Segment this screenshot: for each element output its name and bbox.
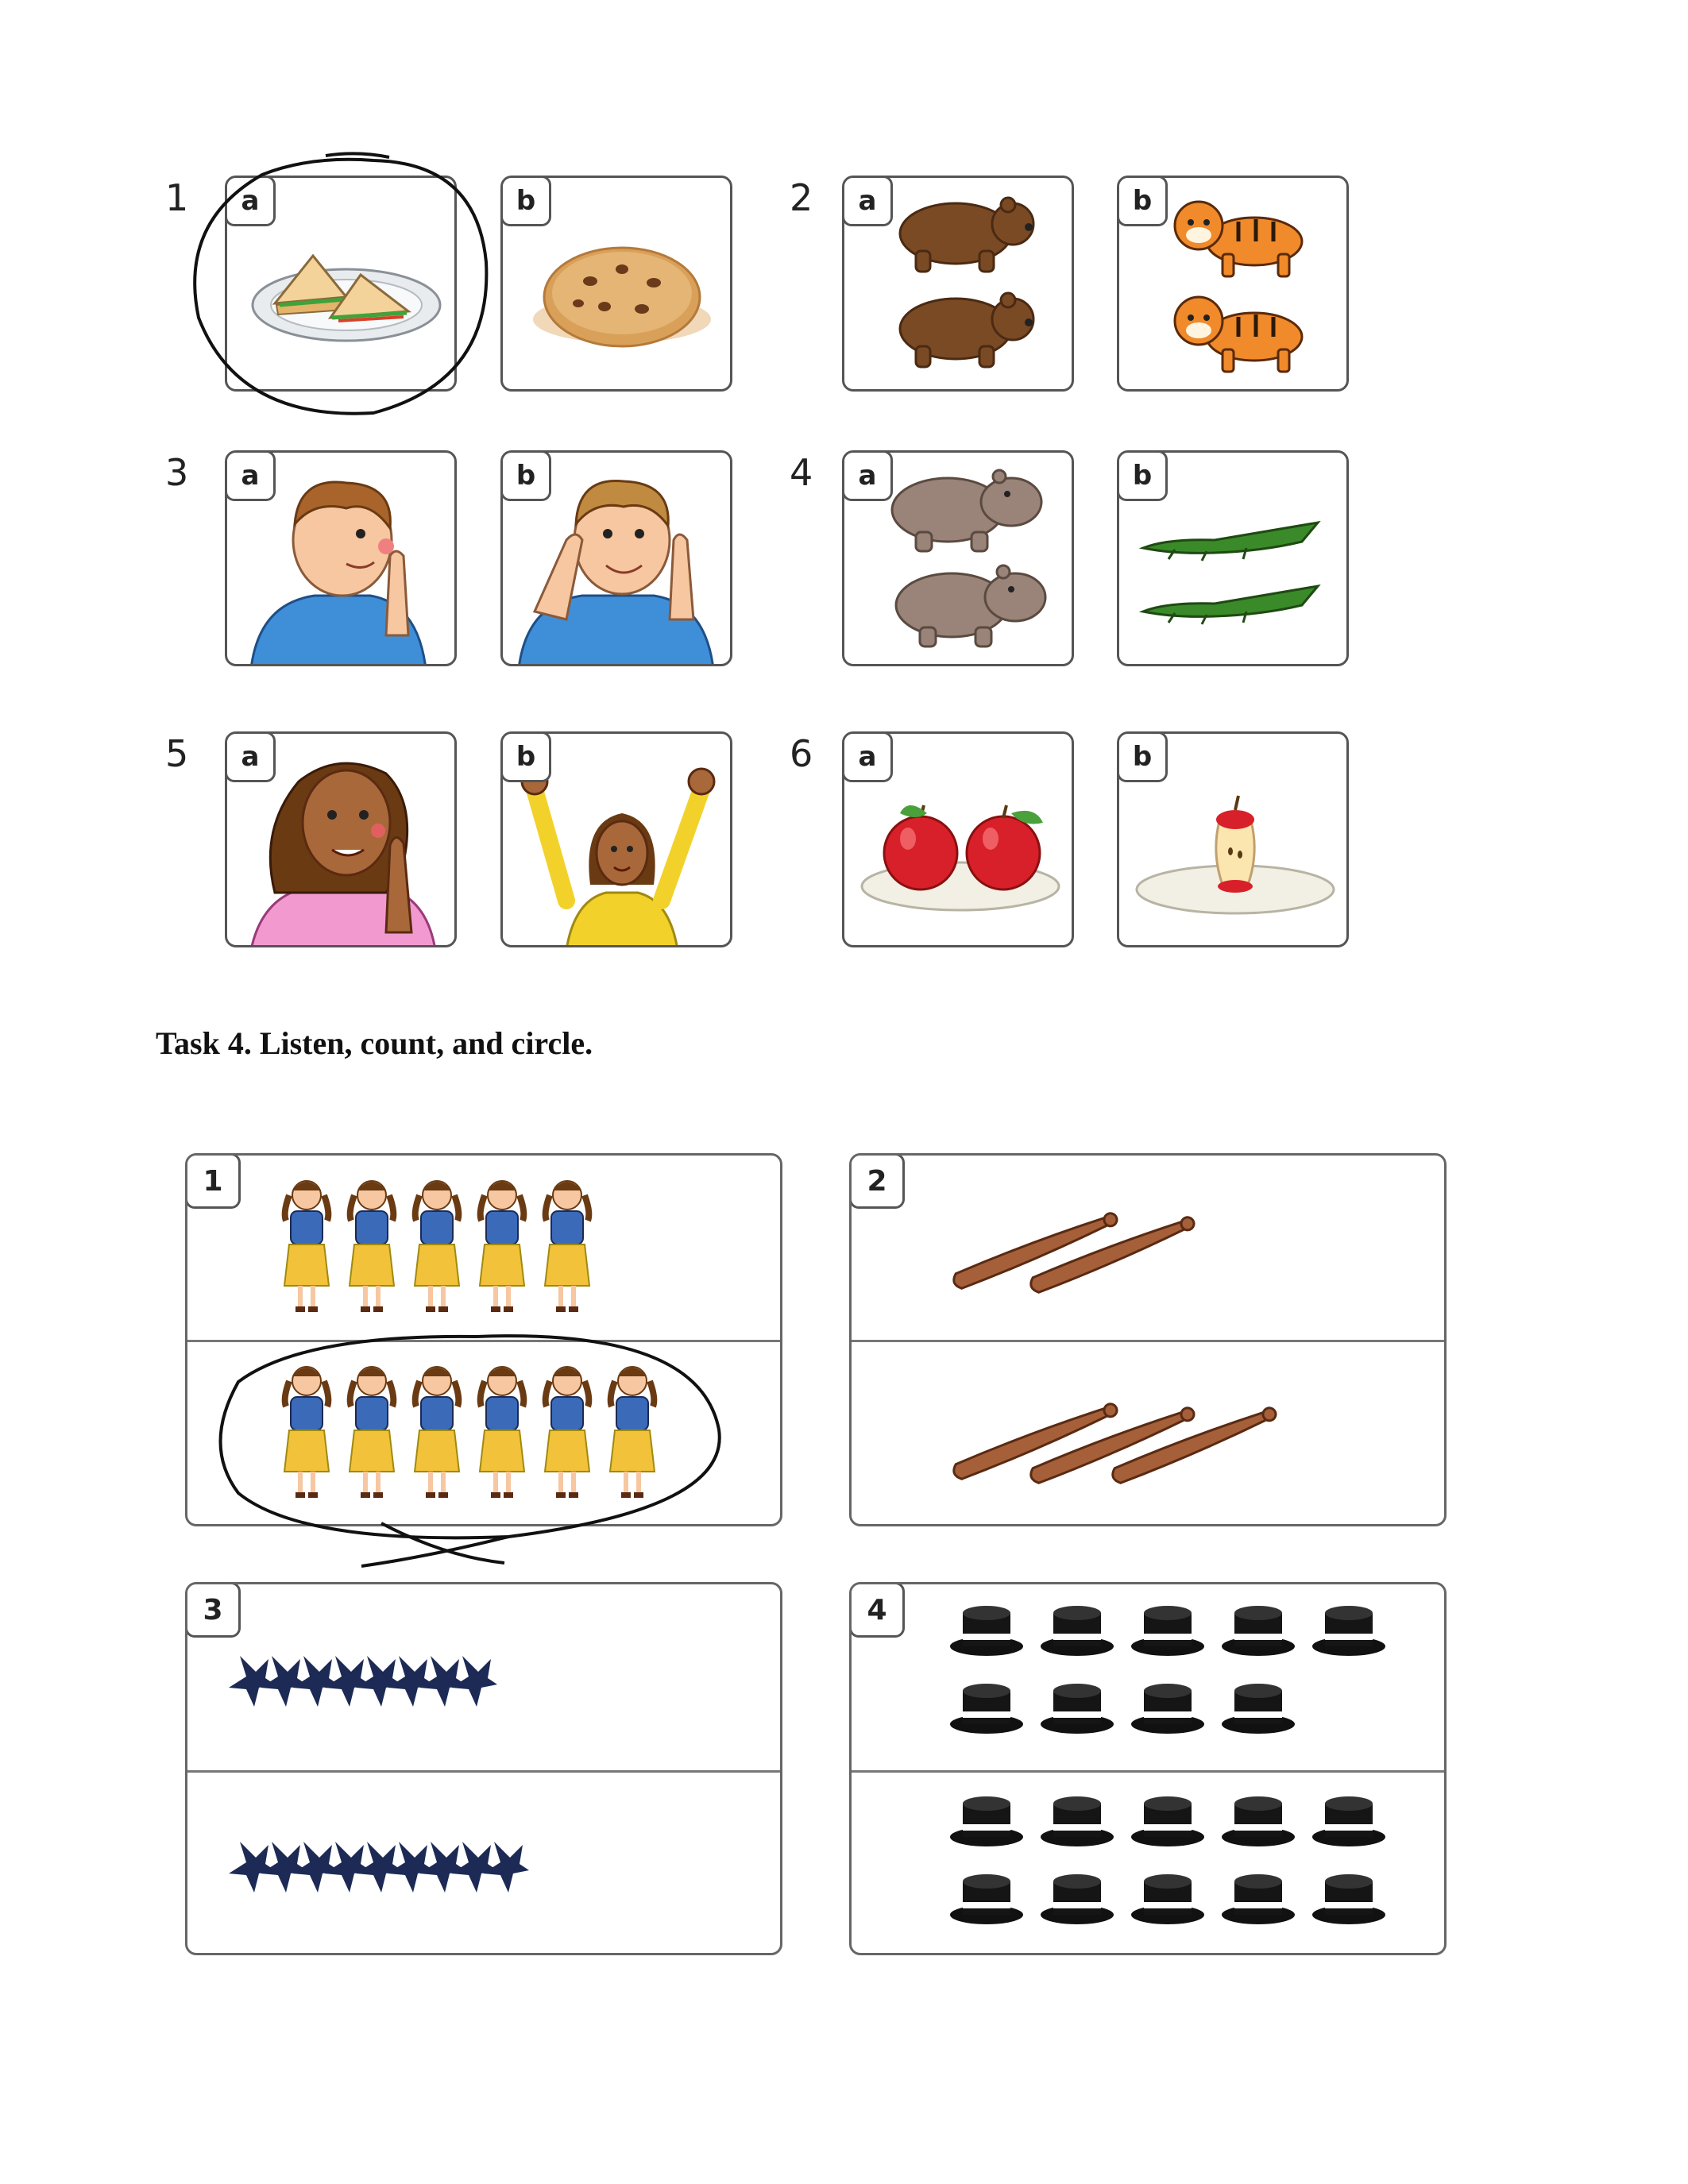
question-number: 3 [185, 1582, 241, 1638]
question-number: 3 [165, 451, 189, 494]
hat-figure [1222, 1684, 1295, 1734]
birds-image[interactable] [187, 1584, 782, 1955]
question-number: 4 [849, 1582, 905, 1638]
option-tag: b [500, 450, 551, 501]
option-tag: b [1117, 176, 1168, 226]
question-number: 5 [165, 732, 189, 775]
option-card-3a[interactable] [225, 450, 457, 666]
option-tag: a [842, 731, 893, 782]
girl-figure [545, 1181, 589, 1312]
option-tag: a [842, 176, 893, 226]
option-tag: b [500, 176, 551, 226]
option-tag: a [842, 450, 893, 501]
option-card-5b[interactable] [500, 731, 732, 947]
option-card-1a[interactable] [225, 176, 457, 392]
girl-figure [284, 1181, 329, 1312]
girl-figure [545, 1367, 589, 1498]
girl-figure [350, 1181, 394, 1312]
girls-image[interactable] [187, 1156, 782, 1526]
option-card-6a[interactable] [842, 731, 1074, 947]
hats-image[interactable] [852, 1584, 1447, 1955]
answer-circle-tail [381, 1523, 504, 1563]
count-panel-3 [185, 1582, 782, 1955]
option-card-6b[interactable] [1117, 731, 1349, 947]
option-card-4b[interactable] [1117, 450, 1349, 666]
hat-figure [1131, 1796, 1204, 1846]
question-number: 2 [790, 176, 813, 219]
option-card-1b[interactable] [500, 176, 732, 392]
hat-figure [1041, 1684, 1114, 1734]
girl-figure [415, 1367, 459, 1498]
girl-figure [415, 1181, 459, 1312]
hat-figure [1222, 1874, 1295, 1924]
hat-figure [1131, 1684, 1204, 1734]
option-tag: a [225, 176, 276, 226]
bird-figure [229, 1842, 275, 1893]
girl-figure [480, 1367, 524, 1498]
bird-figure [229, 1656, 275, 1707]
hat-figure [1131, 1874, 1204, 1924]
option-card-2b[interactable] [1117, 176, 1349, 392]
option-card-2a[interactable] [842, 176, 1074, 392]
question-number: 6 [790, 732, 813, 775]
hat-figure [1041, 1874, 1114, 1924]
hat-figure [950, 1796, 1023, 1846]
girl-figure [350, 1367, 394, 1498]
hat-figure [1312, 1606, 1385, 1656]
girl-figure [610, 1367, 655, 1498]
count-panel-2 [849, 1153, 1447, 1526]
girl-figure [480, 1181, 524, 1312]
hat-figure [950, 1606, 1023, 1656]
count-panel-4 [849, 1582, 1447, 1955]
option-card-4a[interactable] [842, 450, 1074, 666]
hat-figure [1041, 1606, 1114, 1656]
girl-figure [284, 1367, 329, 1498]
hat-figure [950, 1684, 1023, 1734]
task-title: Task 4. Listen, count, and circle. [156, 1025, 593, 1061]
question-number: 2 [849, 1153, 905, 1209]
hat-figure [1222, 1606, 1295, 1656]
option-tag: b [1117, 731, 1168, 782]
count-panel-1 [185, 1153, 782, 1526]
option-tag: a [225, 450, 276, 501]
question-number: 1 [165, 176, 189, 219]
bats-image[interactable] [852, 1156, 1447, 1526]
hat-figure [950, 1874, 1023, 1924]
answer-circle-tail [326, 153, 389, 157]
hat-figure [1312, 1796, 1385, 1846]
question-number: 4 [790, 451, 813, 494]
option-tag: b [500, 731, 551, 782]
option-tag: b [1117, 450, 1168, 501]
hat-figure [1222, 1796, 1295, 1846]
answer-circle-tail [361, 1537, 508, 1566]
question-number: 1 [185, 1153, 241, 1209]
hat-figure [1131, 1606, 1204, 1656]
option-card-5a[interactable] [225, 731, 457, 947]
hat-figure [1041, 1796, 1114, 1846]
option-card-3b[interactable] [500, 450, 732, 666]
hat-figure [1312, 1874, 1385, 1924]
option-tag: a [225, 731, 276, 782]
